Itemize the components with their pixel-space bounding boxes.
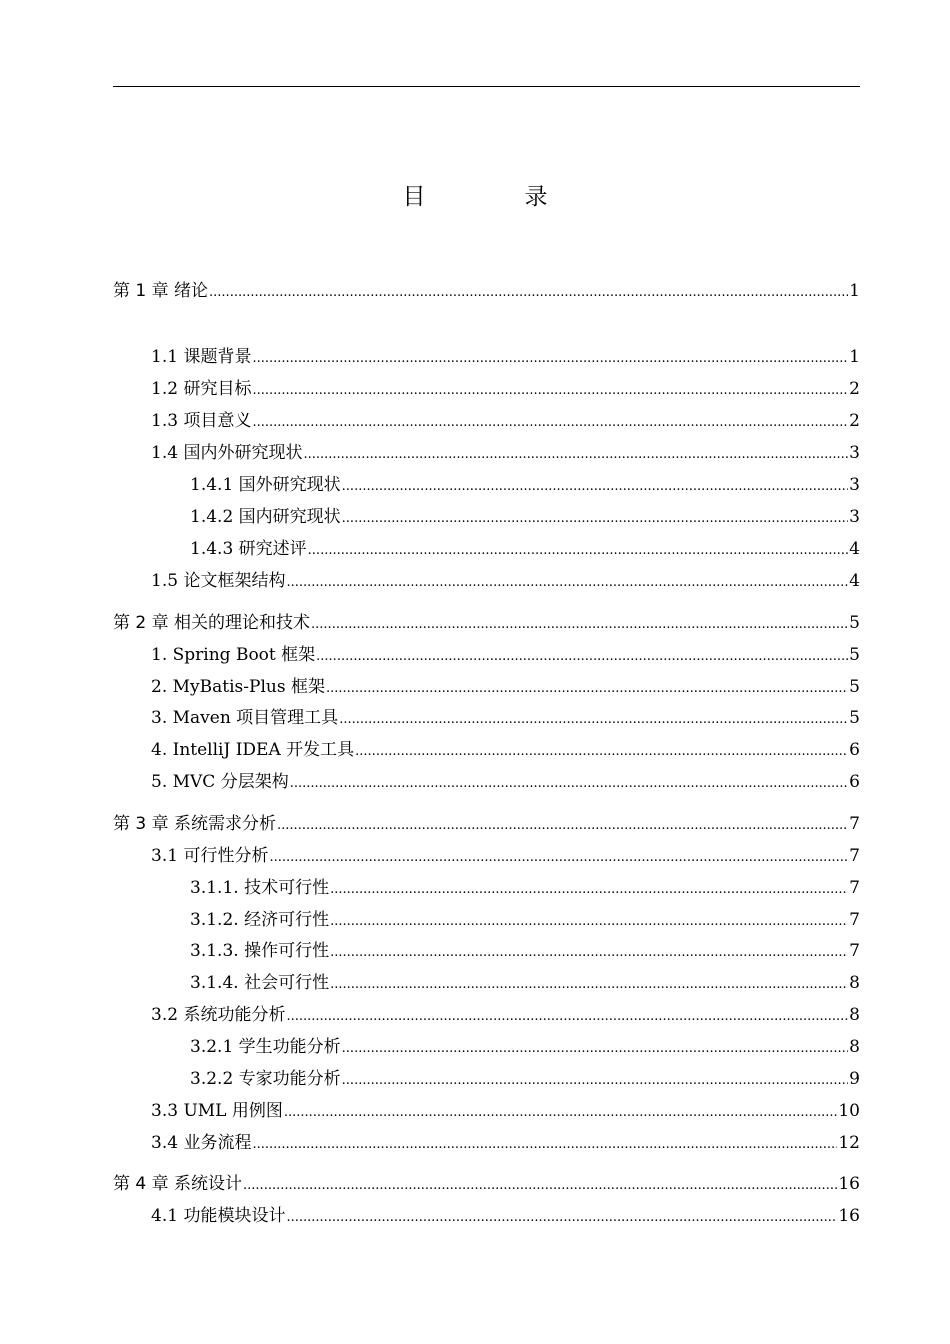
toc-chapter-entry[interactable]	[113, 609, 860, 633]
toc-entry-label: 3.1.3. 操作可行性	[190, 941, 330, 961]
toc-entry-label: 3.1 可行性分析	[151, 846, 269, 866]
toc-entry-label: 1.4.3 研究述评	[190, 539, 307, 559]
toc-chapter-entry[interactable]	[113, 277, 860, 301]
toc-page-number: 7	[849, 910, 860, 930]
toc-section-entry[interactable]	[151, 768, 860, 792]
toc-section-entry[interactable]	[151, 407, 860, 431]
toc-page-number: 4	[849, 539, 860, 559]
toc-chapter-entry[interactable]	[113, 1170, 860, 1194]
toc-page-number: 16	[838, 1174, 860, 1194]
toc-entry-label: 第 4 章 系统设计	[113, 1174, 243, 1194]
toc-dot-leader	[311, 613, 848, 633]
toc-dot-leader	[339, 708, 848, 728]
toc-page-number: 8	[849, 1037, 860, 1057]
toc-dot-leader	[252, 347, 848, 367]
toc-section-entry[interactable]	[151, 1129, 860, 1153]
toc-section-entry[interactable]	[151, 842, 860, 866]
toc-chapter-entry[interactable]	[113, 810, 860, 834]
toc-entry-label: 1.4.2 国内研究现状	[190, 507, 341, 527]
toc-dot-leader	[286, 571, 848, 591]
toc-dot-leader	[209, 281, 848, 301]
toc-dot-leader	[252, 1133, 837, 1153]
toc-entry-label: 4.1 功能模块设计	[151, 1206, 286, 1226]
toc-entry-label: 3.3 UML 用例图	[151, 1101, 283, 1121]
toc-section-entry[interactable]	[190, 535, 860, 559]
toc-page-number: 6	[849, 772, 860, 792]
toc-page-number: 1	[849, 347, 860, 367]
toc-section-entry[interactable]	[151, 343, 860, 367]
toc-dot-leader	[330, 878, 848, 898]
toc-section-entry[interactable]	[151, 1202, 860, 1226]
toc-title: 目 录	[402, 184, 586, 210]
toc-entry-label: 第 3 章 系统需求分析	[113, 814, 277, 834]
toc-dot-leader	[342, 1069, 849, 1089]
toc-dot-leader	[290, 772, 848, 792]
toc-section-entry[interactable]	[151, 641, 860, 665]
toc-section-entry[interactable]	[190, 969, 860, 993]
toc-entry-label: 1.2 研究目标	[151, 379, 252, 399]
toc-dot-leader	[342, 475, 849, 495]
toc-page-number: 7	[849, 846, 860, 866]
toc-section-entry[interactable]	[151, 736, 860, 760]
toc-page-number: 4	[849, 571, 860, 591]
toc-page-number: 7	[849, 814, 860, 834]
toc-page-number: 3	[849, 443, 860, 463]
toc-entry-label: 3.4 业务流程	[151, 1133, 252, 1153]
toc-page-number: 10	[838, 1101, 860, 1121]
toc-dot-leader	[286, 1206, 837, 1226]
toc-dot-leader	[330, 910, 848, 930]
toc-dot-leader	[330, 941, 848, 961]
toc-section-entry[interactable]	[190, 937, 860, 961]
toc-entry-label: 第 2 章 相关的理论和技术	[113, 613, 311, 633]
toc-page-number: 6	[849, 740, 860, 760]
toc-section-entry[interactable]	[190, 1065, 860, 1089]
toc-entry-label: 1.3 项目意义	[151, 411, 252, 431]
toc-section-entry[interactable]	[151, 375, 860, 399]
toc-entry-label: 3. Maven 项目管理工具	[151, 708, 339, 728]
toc-entry-label: 3.1.2. 经济可行性	[190, 910, 330, 930]
toc-section-entry[interactable]	[151, 673, 860, 697]
toc-dot-leader	[326, 677, 848, 697]
toc-page-number: 5	[849, 677, 860, 697]
toc-dot-leader	[355, 740, 848, 760]
toc-page-number: 7	[849, 941, 860, 961]
toc-section-entry[interactable]	[190, 503, 860, 527]
toc-section-entry[interactable]	[190, 874, 860, 898]
toc-page-number: 5	[849, 645, 860, 665]
toc-page-number: 3	[849, 507, 860, 527]
toc-page-number: 1	[849, 281, 860, 301]
toc-dot-leader	[284, 1101, 837, 1121]
toc-entry-label: 1.5 论文框架结构	[151, 571, 286, 591]
toc-dot-leader	[286, 1005, 848, 1025]
toc-dot-leader	[308, 539, 849, 559]
toc-entry-label: 3.2.2 专家功能分析	[190, 1069, 341, 1089]
toc-section-entry[interactable]	[190, 1033, 860, 1057]
toc-dot-leader	[252, 379, 848, 399]
toc-page-number: 5	[849, 613, 860, 633]
toc-entry-label: 1.4 国内外研究现状	[151, 443, 303, 463]
toc-dot-leader	[243, 1174, 837, 1194]
toc-section-entry[interactable]	[151, 1097, 860, 1121]
toc-entry-label: 1.4.1 国外研究现状	[190, 475, 341, 495]
toc-section-entry[interactable]	[151, 439, 860, 463]
toc-page-number: 8	[849, 973, 860, 993]
toc-page-number: 16	[838, 1206, 860, 1226]
toc-entry-label: 3.2 系统功能分析	[151, 1005, 286, 1025]
toc-entry-label: 第 1 章 绪论	[113, 281, 209, 301]
toc-page-number: 8	[849, 1005, 860, 1025]
toc-dot-leader	[303, 443, 848, 463]
toc-entry-label: 1.1 课题背景	[151, 347, 252, 367]
toc-dot-leader	[316, 645, 848, 665]
toc-entry-label: 4. IntelliJ IDEA 开发工具	[151, 740, 355, 760]
toc-section-entry[interactable]	[151, 704, 860, 728]
toc-dot-leader	[252, 411, 848, 431]
toc-section-entry[interactable]	[151, 567, 860, 591]
toc-section-entry[interactable]	[190, 471, 860, 495]
toc-page-number: 7	[849, 878, 860, 898]
toc-dot-leader	[342, 507, 849, 527]
toc-entry-label: 3.1.4. 社会可行性	[190, 973, 330, 993]
toc-dot-leader	[269, 846, 848, 866]
toc-section-entry[interactable]	[190, 906, 860, 930]
toc-page-number: 9	[849, 1069, 860, 1089]
toc-page-number: 5	[849, 708, 860, 728]
toc-entry-label: 3.2.1 学生功能分析	[190, 1037, 341, 1057]
toc-page-number: 2	[849, 379, 860, 399]
toc-entry-label: 3.1.1. 技术可行性	[190, 878, 330, 898]
toc-dot-leader	[330, 973, 848, 993]
toc-entry-label: 2. MyBatis-Plus 框架	[151, 677, 325, 697]
toc-page-number: 2	[849, 411, 860, 431]
toc-section-entry[interactable]	[151, 1001, 860, 1025]
toc-entry-label: 5. MVC 分层架构	[151, 772, 289, 792]
toc-dot-leader	[342, 1037, 849, 1057]
toc-page-number: 12	[838, 1133, 860, 1153]
toc-dot-leader	[277, 814, 848, 834]
toc-page-number: 3	[849, 475, 860, 495]
toc-entry-label: 1. Spring Boot 框架	[151, 645, 316, 665]
